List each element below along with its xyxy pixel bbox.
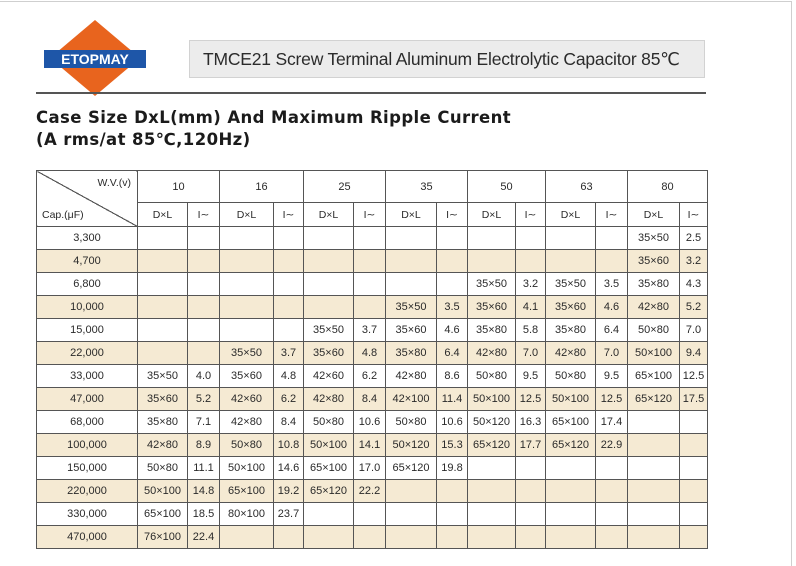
ripple-current-cell: 5.2 — [680, 296, 708, 319]
dxl-header: D×L — [628, 203, 680, 227]
dxl-header: D×L — [138, 203, 188, 227]
table-row — [37, 457, 708, 480]
ripple-current-cell — [516, 480, 546, 503]
case-size-cell: 80×100 — [220, 503, 274, 526]
ripple-current-cell — [596, 526, 628, 549]
ripple-header: I∼ — [188, 203, 220, 227]
table-row — [37, 503, 708, 526]
ripple-current-cell: 4.6 — [437, 319, 468, 342]
ripple-current-cell — [680, 480, 708, 503]
ripple-current-cell — [437, 250, 468, 273]
ripple-current-cell: 17.0 — [354, 457, 386, 480]
ripple-current-cell: 8.9 — [188, 434, 220, 457]
ripple-current-cell: 14.6 — [274, 457, 304, 480]
ripple-current-cell: 22.9 — [596, 434, 628, 457]
capacitance-cell: 47,000 — [37, 388, 138, 411]
ripple-header: I∼ — [274, 203, 304, 227]
case-size-cell: 50×80 — [386, 411, 437, 434]
case-size-cell — [546, 227, 596, 250]
ripple-current-cell — [680, 526, 708, 549]
case-size-cell — [468, 526, 516, 549]
ripple-current-cell — [680, 457, 708, 480]
table-row — [37, 526, 708, 549]
ripple-current-cell: 18.5 — [188, 503, 220, 526]
case-size-cell: 65×120 — [628, 388, 680, 411]
voltage-header-row — [37, 171, 708, 203]
ripple-current-cell: 4.0 — [188, 365, 220, 388]
ripple-current-cell — [274, 296, 304, 319]
case-size-cell — [138, 227, 188, 250]
ripple-current-cell: 9.5 — [596, 365, 628, 388]
ripple-current-cell: 7.1 — [188, 411, 220, 434]
case-size-cell — [220, 296, 274, 319]
dxl-header: D×L — [468, 203, 516, 227]
cap-label: Cap.(μF) — [42, 209, 84, 221]
case-size-cell: 50×120 — [386, 434, 437, 457]
case-size-cell: 50×80 — [546, 365, 596, 388]
case-size-cell — [546, 503, 596, 526]
case-size-cell: 35×50 — [628, 227, 680, 250]
voltage-header: 50 — [468, 171, 546, 203]
voltage-header: 25 — [304, 171, 386, 203]
ripple-current-cell — [516, 503, 546, 526]
capacitance-cell: 10,000 — [37, 296, 138, 319]
table-row — [37, 342, 708, 365]
case-size-cell: 35×60 — [386, 319, 437, 342]
ripple-current-cell — [680, 434, 708, 457]
case-size-cell: 42×100 — [386, 388, 437, 411]
case-size-cell: 50×100 — [546, 388, 596, 411]
case-size-cell — [386, 250, 437, 273]
case-size-cell — [386, 273, 437, 296]
ripple-current-cell: 7.0 — [516, 342, 546, 365]
case-size-cell — [304, 296, 354, 319]
case-size-cell — [220, 250, 274, 273]
voltage-header: 80 — [628, 171, 708, 203]
dxl-header: D×L — [304, 203, 354, 227]
ripple-current-cell: 4.6 — [596, 296, 628, 319]
ripple-current-cell — [188, 342, 220, 365]
ripple-current-cell: 6.2 — [354, 365, 386, 388]
case-size-cell — [304, 273, 354, 296]
table-row — [37, 273, 708, 296]
case-size-cell: 42×80 — [138, 434, 188, 457]
capacitance-cell: 68,000 — [37, 411, 138, 434]
ripple-current-cell: 4.1 — [516, 296, 546, 319]
case-size-cell: 42×60 — [304, 365, 354, 388]
case-size-cell — [546, 457, 596, 480]
ripple-current-cell: 6.2 — [274, 388, 304, 411]
ripple-current-cell: 10.6 — [354, 411, 386, 434]
capacitance-cell: 330,000 — [37, 503, 138, 526]
table-corner-cell — [37, 171, 138, 227]
case-size-cell: 35×50 — [220, 342, 274, 365]
case-size-cell: 35×60 — [304, 342, 354, 365]
ripple-current-cell — [188, 273, 220, 296]
case-size-cell — [138, 273, 188, 296]
voltage-header: 16 — [220, 171, 304, 203]
case-size-cell — [304, 250, 354, 273]
ripple-current-cell — [188, 296, 220, 319]
ripple-current-cell — [354, 250, 386, 273]
ripple-current-cell: 7.0 — [596, 342, 628, 365]
ripple-header: I∼ — [596, 203, 628, 227]
case-size-cell — [628, 411, 680, 434]
capacitance-cell: 4,700 — [37, 250, 138, 273]
case-size-cell: 35×80 — [468, 319, 516, 342]
ripple-current-cell: 10.6 — [437, 411, 468, 434]
case-size-cell: 65×100 — [628, 365, 680, 388]
case-size-cell — [386, 526, 437, 549]
ripple-current-cell — [354, 227, 386, 250]
ripple-current-cell: 22.2 — [354, 480, 386, 503]
ripple-current-cell: 22.4 — [188, 526, 220, 549]
ripple-current-cell: 3.2 — [680, 250, 708, 273]
ripple-current-cell: 5.8 — [516, 319, 546, 342]
case-size-cell: 65×100 — [138, 503, 188, 526]
case-size-cell — [546, 250, 596, 273]
header-divider — [36, 92, 706, 94]
ripple-current-cell: 8.6 — [437, 365, 468, 388]
case-size-cell — [138, 296, 188, 319]
capacitance-cell: 15,000 — [37, 319, 138, 342]
ripple-current-cell: 5.2 — [188, 388, 220, 411]
case-size-cell: 65×120 — [386, 457, 437, 480]
ripple-current-cell: 4.8 — [274, 365, 304, 388]
table-row — [37, 250, 708, 273]
case-size-cell — [628, 503, 680, 526]
capacitance-cell: 150,000 — [37, 457, 138, 480]
ripple-current-cell — [516, 526, 546, 549]
ripple-current-cell — [274, 319, 304, 342]
ripple-current-cell — [354, 296, 386, 319]
case-size-cell — [304, 526, 354, 549]
ripple-current-cell — [188, 319, 220, 342]
ripple-current-table — [36, 170, 708, 549]
case-size-cell: 35×80 — [546, 319, 596, 342]
case-size-cell: 42×80 — [546, 342, 596, 365]
case-size-cell: 65×120 — [546, 434, 596, 457]
ripple-current-cell — [680, 503, 708, 526]
case-size-cell — [220, 319, 274, 342]
case-size-cell — [628, 434, 680, 457]
case-size-cell — [304, 503, 354, 526]
case-size-cell: 50×100 — [220, 457, 274, 480]
ripple-current-cell: 12.5 — [596, 388, 628, 411]
ripple-header: I∼ — [516, 203, 546, 227]
case-size-cell — [220, 227, 274, 250]
case-size-cell: 35×50 — [546, 273, 596, 296]
ripple-current-cell — [437, 526, 468, 549]
case-size-cell — [138, 319, 188, 342]
ripple-current-cell: 19.8 — [437, 457, 468, 480]
ripple-current-cell: 8.4 — [274, 411, 304, 434]
table-body — [37, 227, 708, 549]
ripple-current-cell — [596, 250, 628, 273]
ripple-current-cell — [596, 227, 628, 250]
ripple-current-cell: 7.0 — [680, 319, 708, 342]
ripple-current-cell — [516, 227, 546, 250]
ripple-current-cell — [437, 227, 468, 250]
case-size-cell: 35×60 — [220, 365, 274, 388]
ripple-current-cell: 17.4 — [596, 411, 628, 434]
dxl-header: D×L — [546, 203, 596, 227]
ripple-current-cell: 3.5 — [596, 273, 628, 296]
ripple-current-cell — [437, 480, 468, 503]
table-row — [37, 319, 708, 342]
ripple-current-cell — [354, 273, 386, 296]
ripple-current-cell: 14.8 — [188, 480, 220, 503]
page-border-top — [0, 1, 792, 2]
ripple-header: I∼ — [437, 203, 468, 227]
case-size-cell: 42×60 — [220, 388, 274, 411]
ripple-current-cell — [437, 503, 468, 526]
case-size-cell — [220, 526, 274, 549]
ripple-current-cell: 4.3 — [680, 273, 708, 296]
capacitance-cell: 220,000 — [37, 480, 138, 503]
case-size-cell: 76×100 — [138, 526, 188, 549]
case-size-cell: 35×80 — [628, 273, 680, 296]
table-row — [37, 227, 708, 250]
case-size-cell — [468, 503, 516, 526]
table-row — [37, 480, 708, 503]
dxl-header: D×L — [386, 203, 437, 227]
case-size-cell: 35×60 — [546, 296, 596, 319]
ripple-current-cell: 17.5 — [680, 388, 708, 411]
page-border-right — [791, 1, 792, 566]
case-size-cell — [628, 457, 680, 480]
case-size-cell — [468, 227, 516, 250]
case-size-cell — [386, 480, 437, 503]
case-size-cell: 42×80 — [304, 388, 354, 411]
ripple-current-cell: 3.2 — [516, 273, 546, 296]
ripple-current-cell: 16.3 — [516, 411, 546, 434]
case-size-cell: 35×60 — [468, 296, 516, 319]
case-size-cell: 42×80 — [386, 365, 437, 388]
case-size-cell: 35×50 — [468, 273, 516, 296]
ripple-current-cell: 3.7 — [274, 342, 304, 365]
ripple-current-cell: 4.8 — [354, 342, 386, 365]
ripple-current-cell: 3.5 — [437, 296, 468, 319]
ripple-current-cell: 12.5 — [516, 388, 546, 411]
case-size-cell: 65×120 — [304, 480, 354, 503]
ripple-current-cell: 11.4 — [437, 388, 468, 411]
heading-line-1: Case Size DxL(mm) And Maximum Ripple Current — [36, 108, 512, 127]
ripple-current-cell — [354, 503, 386, 526]
capacitance-cell: 33,000 — [37, 365, 138, 388]
ripple-header: I∼ — [680, 203, 708, 227]
case-size-cell — [468, 457, 516, 480]
case-size-cell: 65×100 — [546, 411, 596, 434]
logo-text: ETOPMAY — [61, 51, 129, 67]
case-size-cell — [138, 342, 188, 365]
capacitance-cell: 100,000 — [37, 434, 138, 457]
product-title: TMCE21 Screw Terminal Aluminum Electrolytic Capacitor 85℃ — [189, 40, 705, 78]
case-size-cell: 35×60 — [138, 388, 188, 411]
heading-line-2: (A rms/at 85℃,120Hz) — [36, 130, 251, 149]
capacitance-cell: 3,300 — [37, 227, 138, 250]
capacitance-cell: 470,000 — [37, 526, 138, 549]
ripple-current-cell — [596, 457, 628, 480]
case-size-cell — [468, 250, 516, 273]
ripple-current-cell — [274, 273, 304, 296]
case-size-cell: 65×100 — [220, 480, 274, 503]
ripple-current-cell — [596, 503, 628, 526]
ripple-current-cell — [274, 227, 304, 250]
ripple-current-cell — [516, 250, 546, 273]
case-size-cell — [628, 526, 680, 549]
case-size-cell: 35×80 — [138, 411, 188, 434]
ripple-current-cell — [516, 457, 546, 480]
ripple-current-cell — [437, 273, 468, 296]
case-size-cell: 50×80 — [628, 319, 680, 342]
table-row — [37, 434, 708, 457]
voltage-header: 10 — [138, 171, 220, 203]
ripple-current-cell: 11.1 — [188, 457, 220, 480]
ripple-current-cell: 6.4 — [596, 319, 628, 342]
case-size-cell: 42×80 — [628, 296, 680, 319]
case-size-cell — [468, 480, 516, 503]
ripple-current-cell: 10.8 — [274, 434, 304, 457]
case-size-cell: 35×80 — [386, 342, 437, 365]
ripple-current-cell — [596, 480, 628, 503]
case-size-cell: 65×120 — [468, 434, 516, 457]
voltage-header: 63 — [546, 171, 628, 203]
ripple-current-cell — [274, 250, 304, 273]
section-heading — [36, 107, 511, 151]
ripple-current-cell — [680, 411, 708, 434]
ripple-current-cell: 9.4 — [680, 342, 708, 365]
case-size-cell: 50×80 — [304, 411, 354, 434]
case-size-cell: 35×50 — [386, 296, 437, 319]
dxl-header: D×L — [220, 203, 274, 227]
case-size-cell — [304, 227, 354, 250]
case-size-cell: 35×60 — [628, 250, 680, 273]
wv-label: W.V.(v) — [97, 177, 131, 189]
table-row — [37, 296, 708, 319]
case-size-cell: 50×80 — [468, 365, 516, 388]
voltage-header: 35 — [386, 171, 468, 203]
case-size-cell: 42×80 — [220, 411, 274, 434]
ripple-current-cell — [188, 250, 220, 273]
case-size-cell — [628, 480, 680, 503]
case-size-cell — [546, 526, 596, 549]
ripple-current-cell: 9.5 — [516, 365, 546, 388]
capacitance-cell: 22,000 — [37, 342, 138, 365]
case-size-cell: 50×100 — [304, 434, 354, 457]
ripple-current-cell: 8.4 — [354, 388, 386, 411]
case-size-cell — [546, 480, 596, 503]
ripple-current-cell: 17.7 — [516, 434, 546, 457]
table-row — [37, 411, 708, 434]
ripple-header: I∼ — [354, 203, 386, 227]
case-size-cell: 42×80 — [468, 342, 516, 365]
capacitance-cell: 6,800 — [37, 273, 138, 296]
ripple-current-cell: 6.4 — [437, 342, 468, 365]
ripple-current-cell: 19.2 — [274, 480, 304, 503]
ripple-current-cell: 2.5 — [680, 227, 708, 250]
case-size-cell: 50×120 — [468, 411, 516, 434]
table-row — [37, 388, 708, 411]
table-row — [37, 365, 708, 388]
case-size-cell: 50×100 — [628, 342, 680, 365]
case-size-cell: 50×80 — [138, 457, 188, 480]
case-size-cell: 50×100 — [468, 388, 516, 411]
case-size-cell — [386, 227, 437, 250]
ripple-current-cell — [188, 227, 220, 250]
case-size-cell — [386, 503, 437, 526]
ripple-current-cell: 3.7 — [354, 319, 386, 342]
case-size-cell — [220, 273, 274, 296]
ripple-current-cell: 23.7 — [274, 503, 304, 526]
ripple-current-cell — [274, 526, 304, 549]
ripple-current-cell — [354, 526, 386, 549]
case-size-cell: 35×50 — [138, 365, 188, 388]
case-size-cell — [138, 250, 188, 273]
ripple-current-cell: 14.1 — [354, 434, 386, 457]
etopmay-logo — [40, 18, 150, 98]
ripple-current-cell: 15.3 — [437, 434, 468, 457]
case-size-cell: 50×100 — [138, 480, 188, 503]
ripple-current-cell: 12.5 — [680, 365, 708, 388]
case-size-cell: 65×100 — [304, 457, 354, 480]
case-size-cell: 35×50 — [304, 319, 354, 342]
case-size-cell: 50×80 — [220, 434, 274, 457]
